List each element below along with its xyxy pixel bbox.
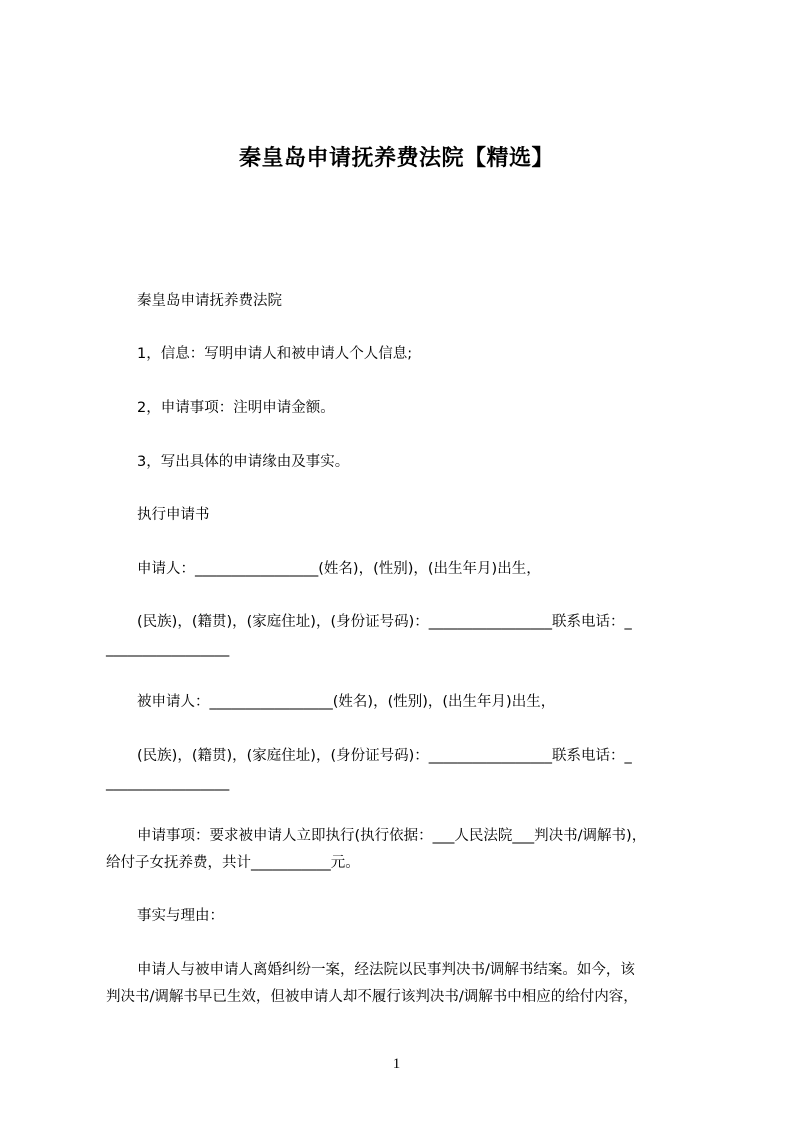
page-number: 1 [392,1056,401,1072]
respondent-line-1: 被申请人：_________________(姓名)，(性别)，(出生年月)出生， [137,694,556,710]
facts-line-1: 申请人与被申请人离婚纠纷一案，经法院以民事判决书/调解书结案。如今，该 [137,962,635,978]
facts-heading: 事实与理由： [137,908,224,924]
form-heading: 执行申请书 [137,507,210,523]
applicant-line-2: (民族)，(籍贯)，(家庭住址)，(身份证号码)：_________________联系电话：_ [137,614,632,630]
facts-line-2: 判决书/调解书早已生效，但被申请人却不履行该判决书/调解书中相应的给付内容， [106,989,638,1005]
applicant-line-3: _________________ [106,641,230,657]
intro-item-3: 3，写出具体的申请缘由及事实。 [137,454,350,470]
document-title: 秦皇岛申请抚养费法院【精选】 [238,146,554,171]
intro-heading: 秦皇岛申请抚养费法院 [137,293,282,309]
request-line-1: 申请事项：要求被申请人立即执行(执行依据：___人民法院___判决书/调解书)， [137,828,647,844]
intro-item-2: 2，申请事项：注明申请金额。 [137,400,335,416]
applicant-line-1: 申请人：_________________(姓名)，(性别)，(出生年月)出生， [137,561,541,577]
respondent-line-2: (民族)，(籍贯)，(家庭住址)，(身份证号码)：_________________联系电话：_ [137,748,632,764]
request-line-2: 给付子女抚养费，共计___________元。 [106,855,360,871]
respondent-line-3: _________________ [106,775,230,791]
intro-item-1: 1，信息：写明申请人和被申请人个人信息; [137,346,413,362]
